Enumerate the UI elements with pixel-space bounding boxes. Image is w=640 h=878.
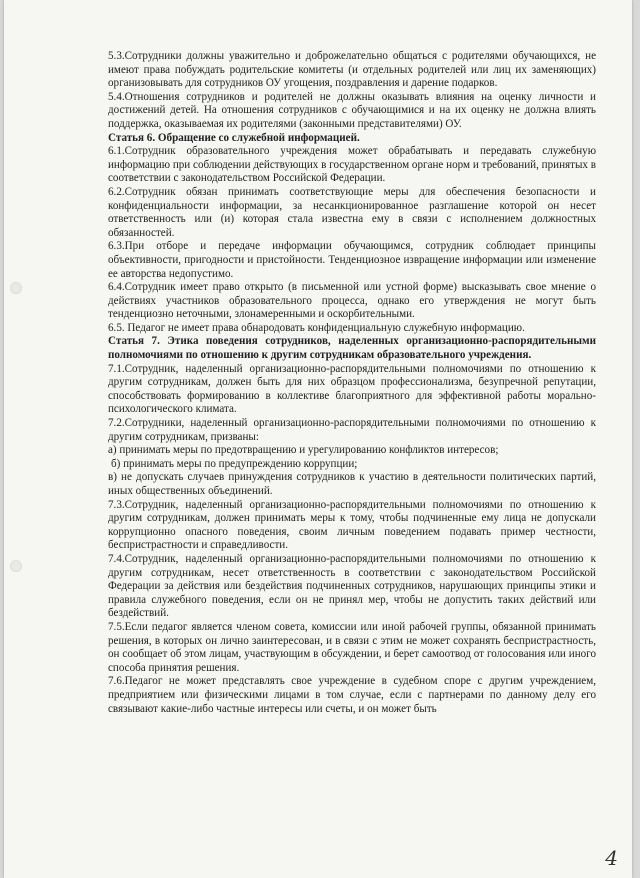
paragraph: 6.1.Сотрудник образовательного учреждения может обрабатывать и передавать служебную информацию при соблюдении действующих в государственном органе норм и требований, принятых в соответствии с законодательством Российской Федерации. <box>108 145 596 185</box>
paragraph: 5.4.Отношения сотрудников и родителей не должны оказывать влияния на оценку личности и достижений детей. На отношения сотрудников с обучающимися и на их оценку не должна влиять поддержка, оказываемая их родителями (законными представителями) ОУ. <box>108 90 596 130</box>
paragraph: б) принимать меры по предупреждению коррупции; <box>111 457 358 470</box>
punch-hole <box>10 560 22 572</box>
paragraph: 6.5. Педагог не имеет права обнародовать конфиденциальную служебную информацию. <box>108 321 525 334</box>
paragraph: 6.4.Сотрудник имеет право открыто (в письменной или устной форме) высказывать свое мнение о действиях участников образовательного процесса, однако его утверждения не могут быть тенденциозно неточными, злонамеренными и оскорбительными. <box>108 281 596 321</box>
paragraph: 7.3.Сотрудник, наделенный организационно-распорядительными полномочиями по отношению к другим сотрудникам, должен принимать меры к тому, чтобы подчиненные ему лица не допускали коррупционно опасного поведения, своим личным поведением подавать пример честности, беспристрастности и справедливости. <box>108 498 596 552</box>
paragraph: 7.2.Сотрудники, наделенный организационно-распорядительными полномочиями по отношению к другим сотрудникам, призваны: <box>108 417 596 443</box>
punch-hole <box>10 282 22 294</box>
paragraph: 7.5.Если педагог является членом совета, комиссии или иной рабочей группы, обязанной принимать решения, в которых он лично заинтересован, и в связи с этим не может сохранять беспристрастность, он сообщает об этом лицам, участвующим в обсуждении, и берет самоотвод от голосования или иного способа принятия решения. <box>108 620 596 674</box>
paragraph: 7.4.Сотрудник, наделенный организационно-распорядительными полномочиями по отношению к другим сотрудникам, несет ответственность в соответствии с законодательством Российской Федерации за действия или бездействия подчиненных сотрудников, нарушающих принципы этики и правила служебного поведения, если он не принял мер, чтобы не допустить таких действий или бездействий. <box>108 552 596 620</box>
paragraph: 6.2.Сотрудник обязан принимать соответствующие меры для обеспечения безопасности и конфиденциальности информации, за несанкционированное разглашение которой он несет ответственность или (и) которая стала известна ему в связи с исполнением должностных обязанностей. <box>108 185 596 239</box>
section-heading: Статья 6. Обращение со служебной информацией. <box>108 131 360 144</box>
section-heading: Статья 7. Этика поведения сотрудников, наделенных организационно-распорядительными полномочиями по отношению к другим сотрудникам образовательного учреждения. <box>108 335 596 362</box>
page-number: 4 <box>605 846 618 870</box>
paragraph: 5.3.Сотрудники должны уважительно и доброжелательно общаться с родителями обучающихся, не имеют права побуждать родительские комитеты (и отдельных родителей или лиц их заменяющих) организовывать для сотрудников ОУ угощения, поздравления и дарение подарков. <box>108 50 596 90</box>
paragraph: 6.3.При отборе и передаче информации обучающимся, сотрудник соблюдает принципы объективности, пригодности и пристойности. Тенденциозное извращение информации или изменение ее авторства недопустимо. <box>108 240 596 280</box>
paragraph: 7.1.Сотрудник, наделенный организационно-распорядительными полномочиями по отношению к другим сотрудникам, должен быть для них образцом профессионализма, безупречной репутации, способствовать формированию в коллективе благоприятного для эффективной работы морально-психологического климата. <box>108 362 596 416</box>
paragraph: 7.6.Педагог не может представлять свое учреждение в судебном споре с другим учреждением, предприятием или физическими лицами в том случае, если с партнерами по данному делу его связывают какие-либо частные интересы или счеты, и он может быть <box>108 675 596 715</box>
paragraph: в) не допускать случаев принуждения сотрудников к участию в деятельности политических партий, иных общественных объединений. <box>108 471 596 497</box>
document-page <box>4 0 632 878</box>
paragraph: а) принимать меры по предотвращению и урегулированию конфликтов интересов; <box>108 444 499 457</box>
document-body <box>108 50 596 716</box>
